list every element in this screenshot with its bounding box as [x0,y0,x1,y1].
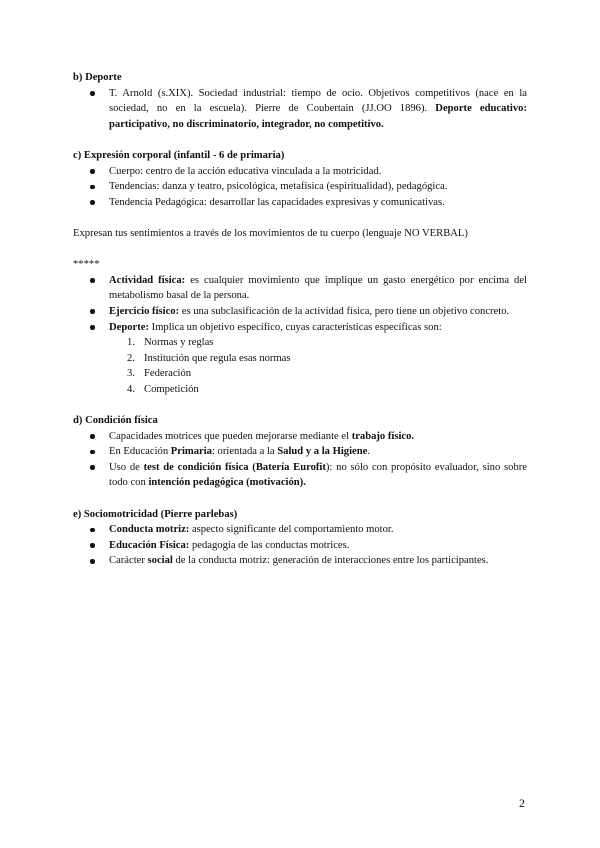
heading-socio: e) Sociomotricidad (Pierre parlebas) [73,508,238,520]
list-item [73,273,527,304]
item-text: aspecto significante del comportamiento motor. [189,524,394,536]
term-educacion: Educación Física: [109,539,190,551]
list-number: 1. [127,337,135,349]
item-text: pedagogía de las conductas motrices. [189,539,350,551]
page-number: 2 [519,796,525,810]
item-text: ): no sólo con propósito evaluador, sino sobre todo con [109,461,527,489]
item-bold: trabajo físico. [351,430,415,442]
item-text: . [367,446,370,458]
def-actividad: es cualquier movimiento que implique un gasto energético por encima del metabolismo basal de la persona. [109,274,527,302]
characteristics-list [73,335,527,397]
item-bold: social [147,555,173,567]
term-ejercicio: Ejercicio físico: [109,305,180,317]
item-text: de la conducta motriz: generación de interacciones entre los participantes. [172,555,489,567]
term-deporte: Deporte: [109,321,150,333]
list-item: Tendencia Pedagógica: desarrollar las capacidades expresivas y comunicativas. [73,195,527,211]
item-text: T. Arnold (s.XIX). Sociedad industrial: tiempo de ocio. Objetivos competitivos (nace en la sociedad, no en la escuela). Pierre de Coubertain (JJ.OO 1896). [109,87,527,115]
heading-condicion: d) Condición física [73,415,158,427]
list-item [73,460,527,491]
list-item [73,304,527,320]
list-item: Tendencias: danza y teatro, psicológica, metafísica (espiritualidad), pedagógica. [73,179,527,195]
expresion-note: Expresan tus sentimientos a través de los movimientos de tu cuerpo (lenguaje NO VERBAL) [73,227,468,239]
item-bold: Deporte educativo: participativo, no discriminatorio, integrador, no competitivo. [109,103,528,130]
item-text: Capacidades motrices que pueden mejorarse mediante el [109,430,352,442]
list-item [73,351,527,367]
def-ejercicio: es una subclasificación de la actividad física, pero tiene un objetivo concreto. [179,305,510,317]
list-item [73,444,527,460]
item-text: Carácter [109,555,148,567]
heading-deporte: b) Deporte [73,72,122,83]
list-number: 3. [127,368,135,380]
item-text: : orientada a la [211,446,278,458]
list-number: 4. [127,383,135,395]
item-text: En Educación [109,446,171,458]
list-text: Competición [144,383,199,395]
item-bold: Salud y a la Higiene [277,446,368,458]
term-conducta: Conducta motriz: [109,524,190,536]
list-item [73,429,527,445]
item-text: Uso de [109,461,144,473]
list-text: Institución que regula esas normas [144,352,291,364]
term-actividad: Actividad física: [109,274,186,286]
list-condicion [73,429,527,491]
list-item [73,538,527,554]
list-number: 2. [127,352,135,364]
document-page [73,70,527,569]
list-item [73,86,527,133]
list-text: Federación [144,368,192,380]
separator: ***** [73,259,100,271]
list-deporte [73,86,527,133]
item-bold: Primaria [170,446,212,458]
list-item [73,366,527,382]
list-item [73,382,527,398]
list-expresion [73,164,527,211]
list-text: Normas y reglas [144,337,214,349]
list-item: Cuerpo: centro de la acción educativa vinculada a la motricidad. [73,164,527,180]
item-bold: test de condición física (Batería Eurofit [143,461,326,473]
list-definitions [73,273,527,335]
def-deporte: Implica un objetivo específico, cuyas características específicas son: [149,321,442,333]
heading-expresion: c) Expresión corporal (infantil - 6 de primaria) [73,149,285,161]
item-bold: intención pedagógica (motivación). [148,477,306,489]
list-item [73,553,527,569]
list-socio [73,522,527,569]
list-item [73,522,527,538]
list-item [73,335,527,351]
list-item [73,320,527,336]
